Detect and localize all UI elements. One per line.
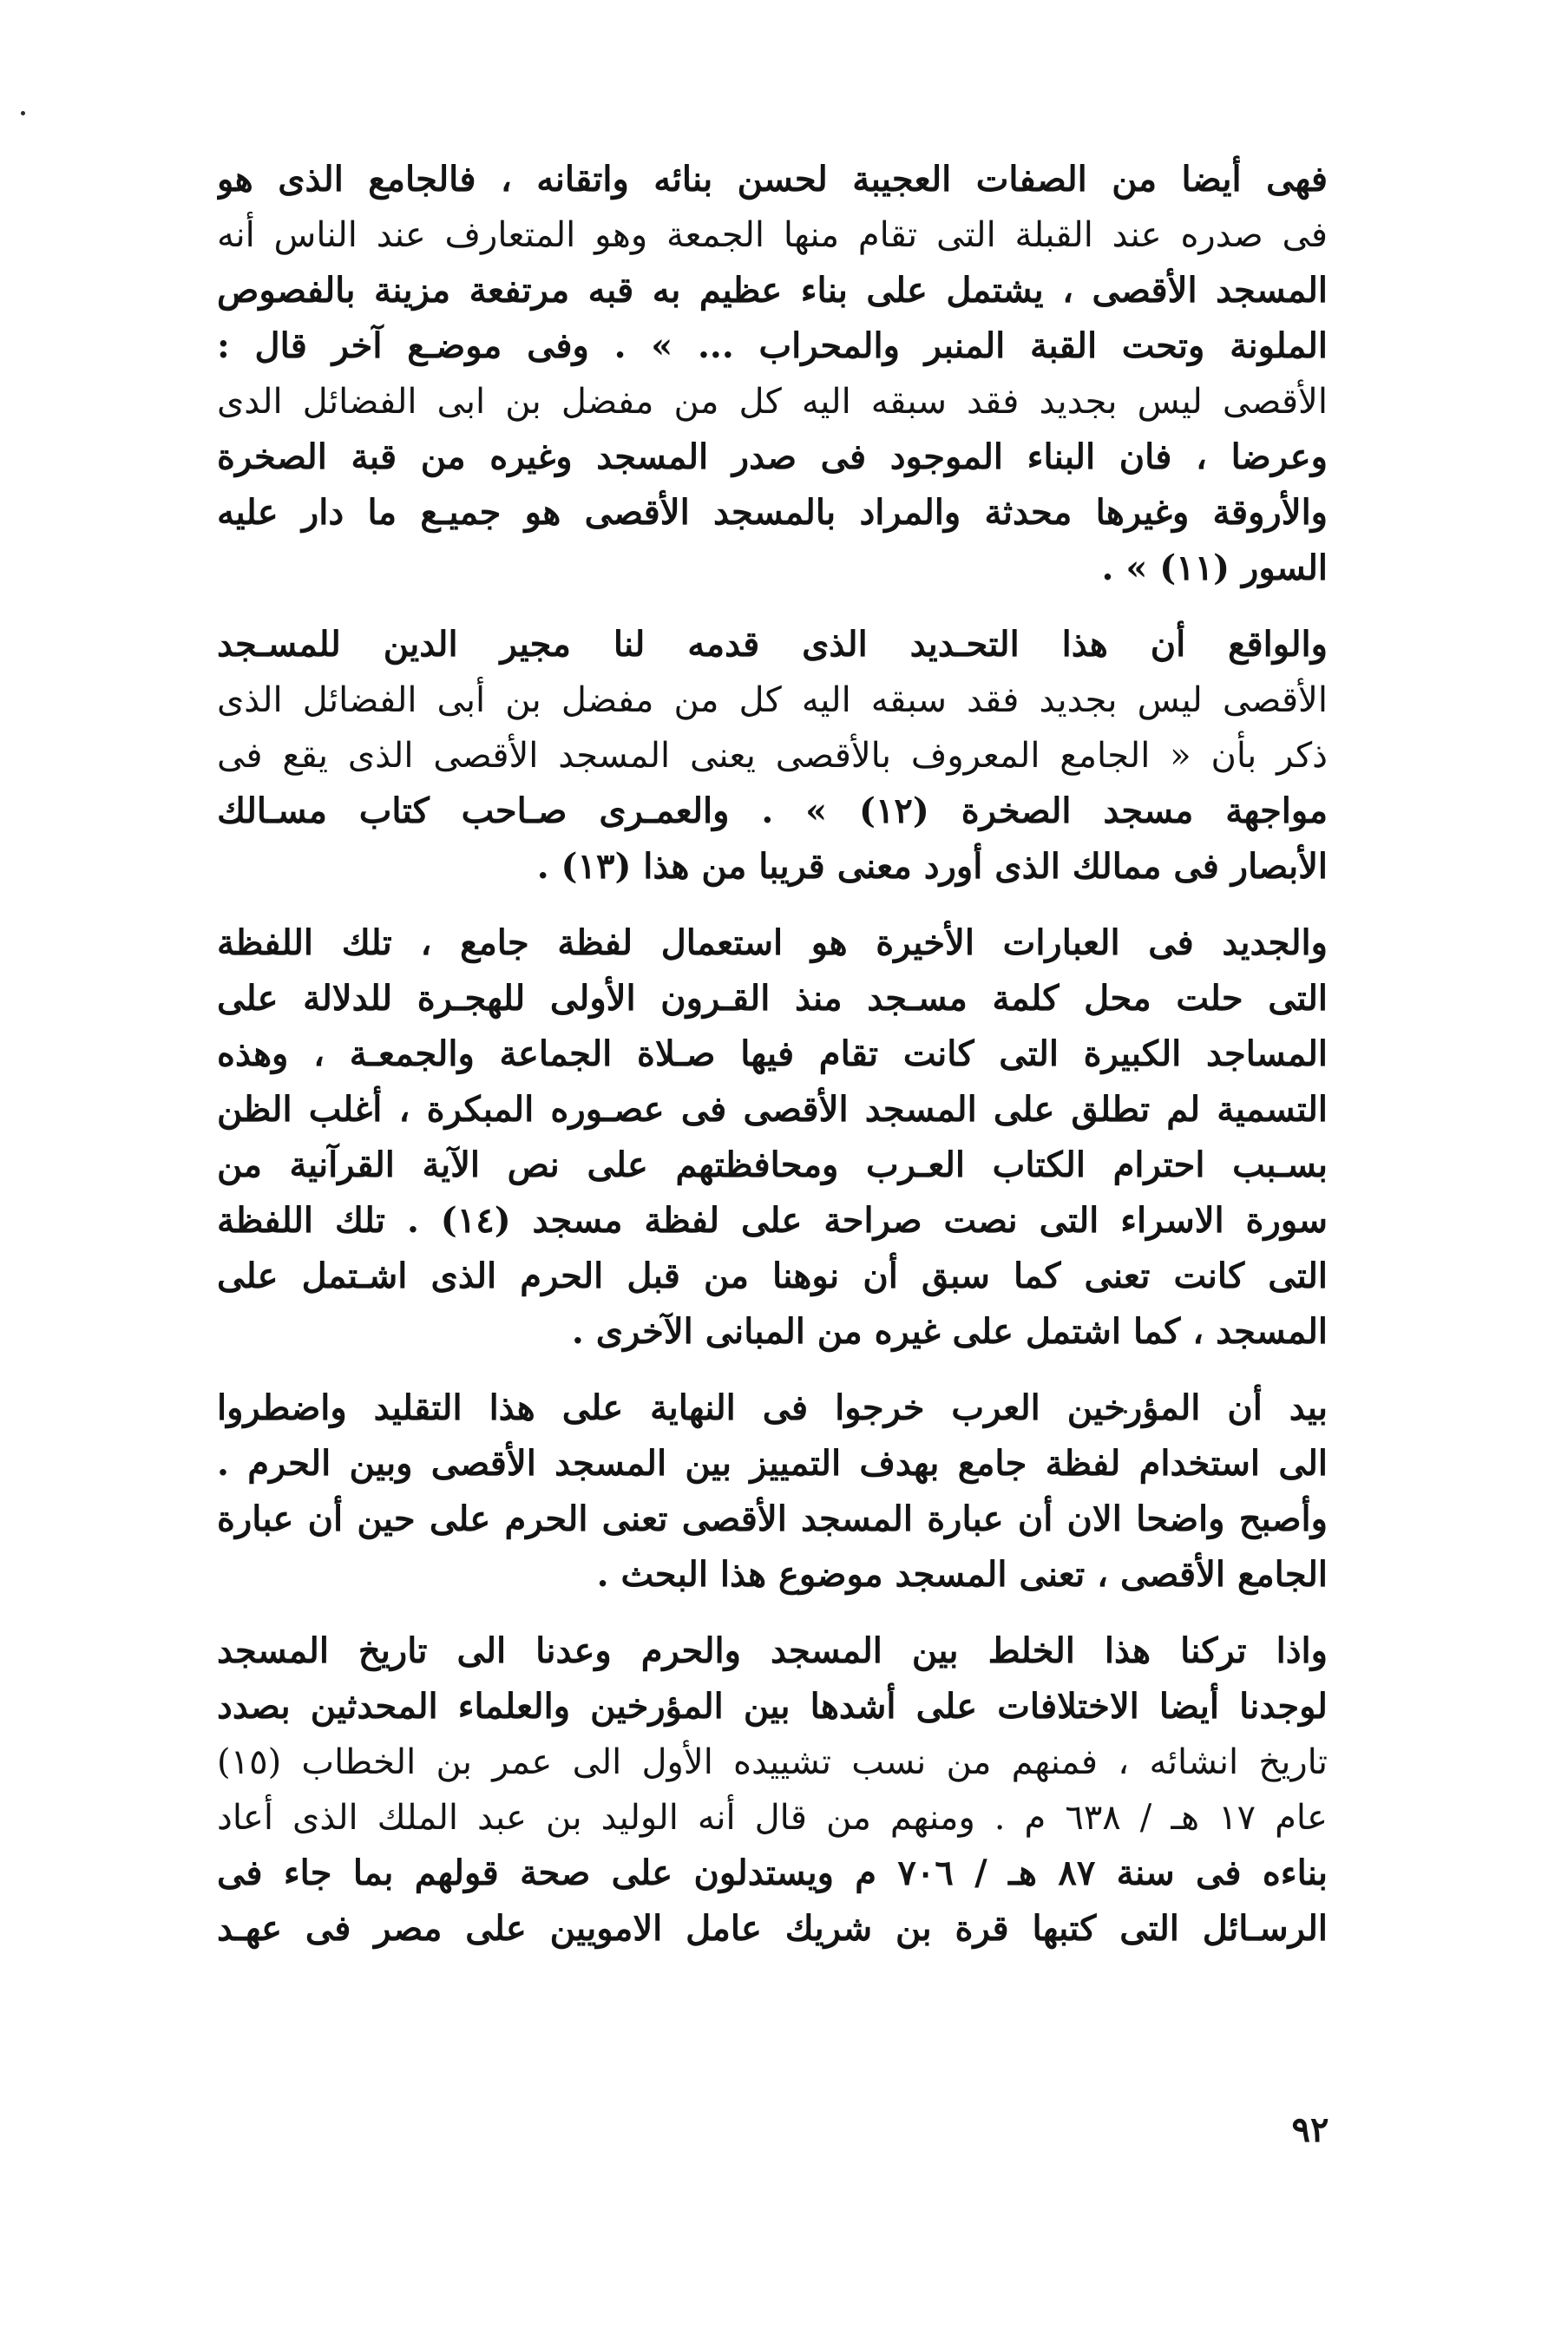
text-line: والأروقة وغيرها محدثة والمراد بالمسجد الأقصى هو جميـع ما دار عليه	[217, 492, 1328, 533]
text-line: الرسـائل التى كتبها قرة بن شريك عامل الامويين على مصر فى عهـد	[217, 1908, 1328, 1949]
text-line: الجامع الأقصى ، تعنى المسجد موضوع هذا البحث .	[596, 1554, 1328, 1595]
text-line: الأبصار فى ممالك الذى أورد معنى قريبا من هذا (١٣) .	[536, 846, 1328, 887]
text-line: المساجد الكبيرة التى كانت تقام فيها صـلاة الجماعة والجمعـة ، وهذه	[217, 1033, 1328, 1074]
text-line: فى صدره عند القبلة التى تقام منها الجمعة وهو المتعارف عند الناس أنه	[217, 215, 1328, 255]
text-line: السور (١١) » .	[1101, 548, 1328, 588]
text-line: واذا تركنا هذا الخلط بين المسجد والحرم وعدنا الى تاريخ المسجد	[217, 1630, 1328, 1671]
paragraph-4	[217, 1380, 1328, 1603]
text-line: الملونة وتحت القبة المنبر والمحراب ... » . وفى موضـع آخر قال :	[217, 325, 1328, 366]
text-line: تاريخ انشائه ، فمنهم من نسب تشييده الأول الى عمر بن الخطاب (١٥)	[217, 1742, 1328, 1782]
text-line: الى استخدام لفظة جامع بهدف التمييز بين المسجد الأقصى وبين الحرم .	[217, 1443, 1328, 1484]
text-line: فهى أيضا من الصفات العجيبة لحسن بنائه واتقانه ، فالجامع الذى هو	[217, 159, 1328, 200]
text-line: بيد أن المؤرخين العرب خرجوا فى النهاية على هذا التقليد واضطروا	[217, 1387, 1328, 1428]
text-line: بسـبب احترام الكتاب العـرب ومحافظتهم على نص الآية القرآنية من	[217, 1144, 1328, 1185]
text-line: والواقع أن هذا التحـديد الذى قدمه لنا مجير الدين للمسـجد	[217, 624, 1328, 665]
text-line: ذكر بأن « الجامع المعروف بالأقصى يعنى المسجد الأقصى الذى يقع فى	[217, 736, 1328, 776]
text-line: الأقصى ليس بجديد فقد سبقه اليه كل من مفضل بن ابى الفضائل الدى	[217, 382, 1328, 422]
text-line: سورة الاسراء التى نصت صراحة على لفظة مسجد (١٤) . تلك اللفظة	[217, 1200, 1328, 1241]
text-line: المسجد الأقصى ، يشتمل على بناء عظيم به قبه مرتفعة مزينة بالفصوص	[217, 270, 1328, 311]
text-line: التسمية لم تطلق على المسجد الأقصى فى عصـوره المبكرة ، أغلب الظن	[217, 1089, 1328, 1130]
scan-speck	[21, 111, 25, 115]
text-line: التى كانت تعنى كما سبق أن نوهنا من قبل الحرم الذى اشـتمل على	[217, 1256, 1328, 1296]
text-line: بناءه فى سنة ٨٧ هـ / ٧٠٦ م ويستدلون على صحة قولهم بما جاء فى	[217, 1852, 1328, 1893]
text-line: وأصبح واضحا الان أن عبارة المسجد الأقصى تعنى الحرم على حين أن عبارة	[217, 1498, 1328, 1539]
page-number: ٩٢	[1291, 2109, 1329, 2150]
text-line: والجديد فى العبارات الأخيرة هو استعمال لفظة جامع ، تلك اللفظة	[217, 922, 1328, 963]
text-line: وعرضا ، فان البناء الموجود فى صدر المسجد وغيره من قبة الصخرة	[217, 436, 1328, 477]
paragraph-5	[217, 1623, 1328, 1957]
paragraph-1	[217, 152, 1328, 596]
paragraph-2	[217, 617, 1328, 895]
body-text	[217, 152, 1328, 1957]
text-line: المسجد ، كما اشتمل على غيره من المبانى الآخرى .	[571, 1311, 1328, 1352]
paragraph-3	[217, 915, 1328, 1360]
text-line: الأقصى ليس بجديد فقد سبقه اليه كل من مفضل بن أبى الفضائل الذى	[217, 680, 1328, 720]
text-line: التى حلت محل كلمة مسـجد منذ القـرون الأولى للهجـرة للدلالة على	[217, 978, 1328, 1019]
text-line: مواجهة مسجد الصخرة (١٢) » . والعمـرى صـاحب كتاب مسـالك	[217, 790, 1328, 831]
text-line: عام ١٧ هـ / ٦٣٨ م . ومنهم من قال أنه الوليد بن عبد الملك الذى أعاد	[217, 1798, 1328, 1838]
text-line: لوجدنا أيضا الاختلافات على أشدها بين المؤرخين والعلماء المحدثين بصدد	[217, 1686, 1328, 1727]
